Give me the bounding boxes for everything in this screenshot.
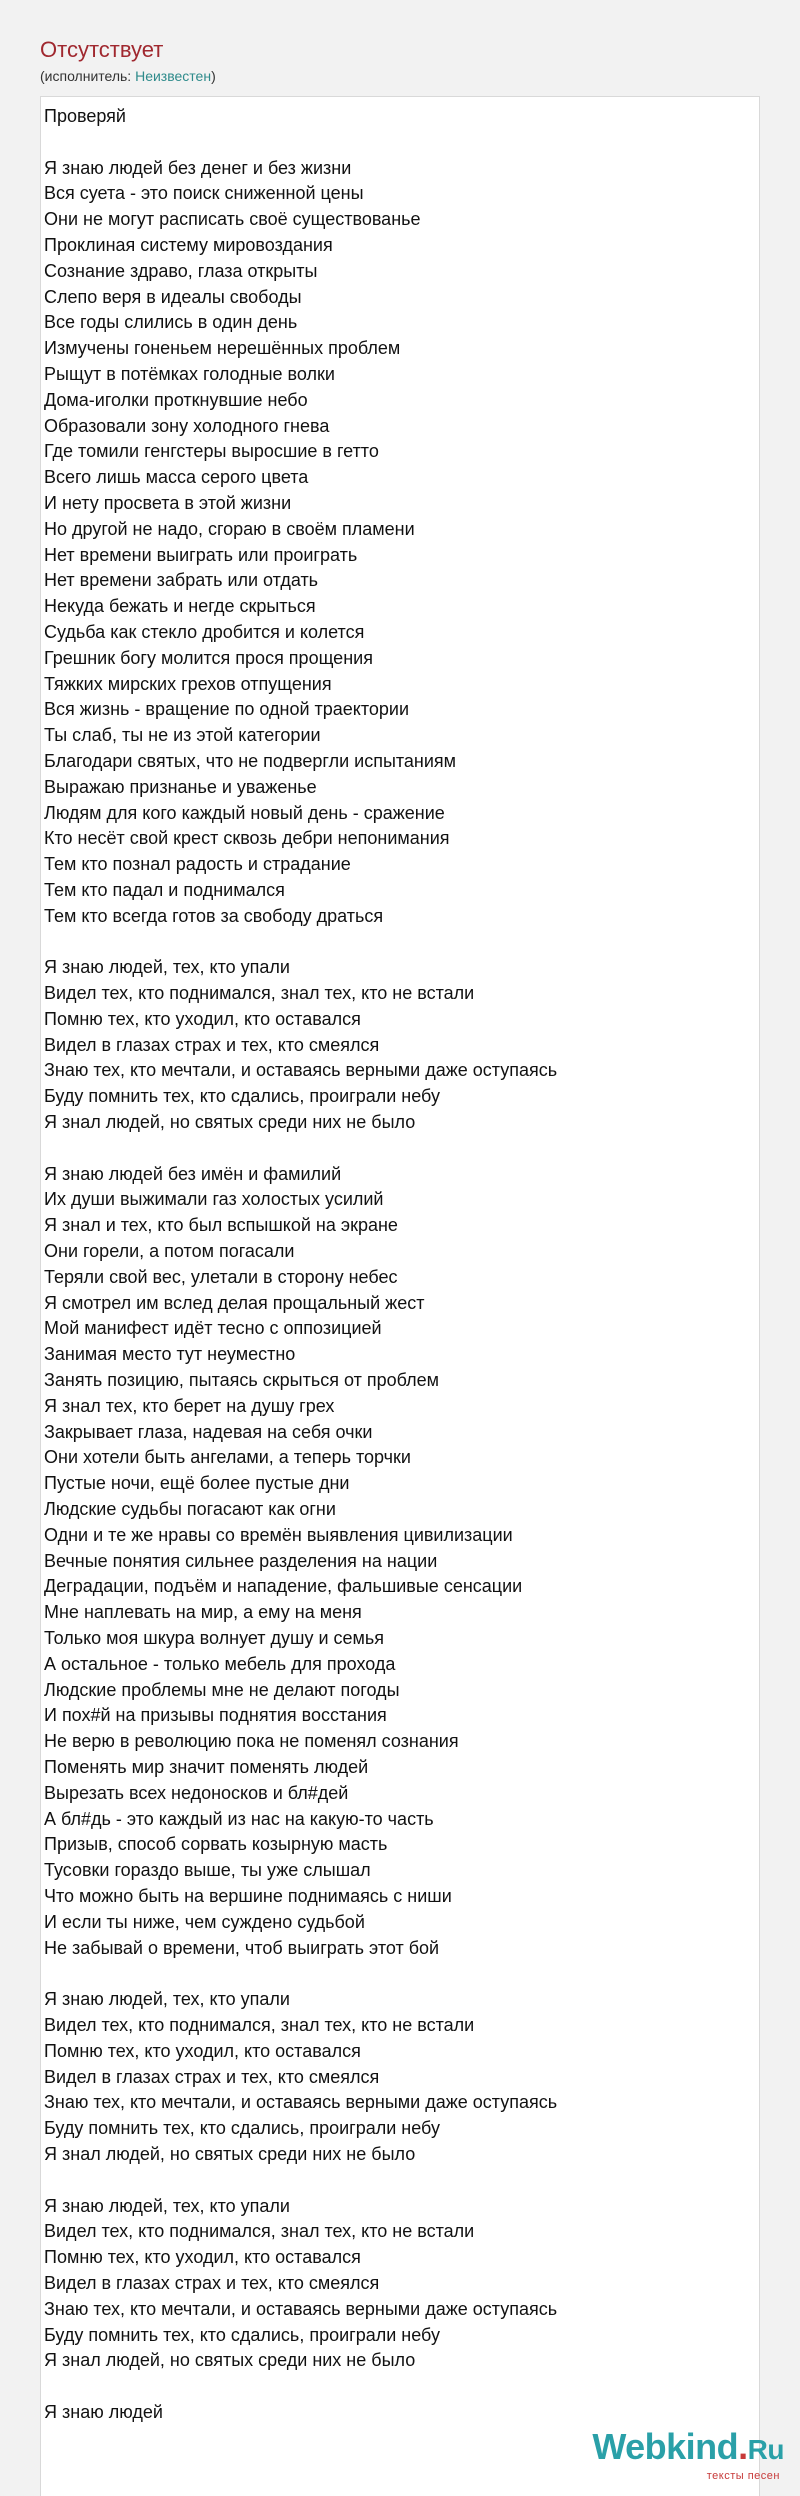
- lyric-line: И пох#й на призывы поднятия восстания: [44, 1705, 387, 1726]
- page-header: [40, 36, 760, 85]
- lyric-line: Теряли свой вес, улетали в сторону небес: [44, 1266, 398, 1287]
- lyric-line: А бл#дь - это каждый из нас на какую-то часть: [44, 1808, 434, 1829]
- logo-tld: Ru: [747, 2434, 784, 2465]
- subtitle-prefix: (исполнитель:: [40, 68, 136, 84]
- lyric-line: Людские проблемы мне не делают погоды: [44, 1679, 400, 1700]
- lyric-line: Я знал людей, но святых среди них не было: [44, 2143, 416, 2164]
- lyric-line: Видел тех, кто поднимался, знал тех, кто не встали: [44, 2221, 475, 2242]
- lyric-line: Видел тех, кто поднимался, знал тех, кто не встали: [44, 983, 475, 1004]
- lyric-line: Закрывает глаза, надевая на себя очки: [44, 1421, 373, 1442]
- lyric-line: Я знаю людей без денег и без жизни: [44, 157, 352, 178]
- lyric-line: Тем кто всегда готов за свободу драться: [44, 905, 384, 926]
- lyric-line: Я знаю людей без имён и фамилий: [44, 1163, 342, 1184]
- lyric-line: Я знаю людей, тех, кто упали: [44, 2195, 290, 2216]
- lyric-line: Нет времени выиграть или проиграть: [44, 544, 358, 565]
- lyric-line: [44, 1961, 704, 1987]
- lyric-line: Видел в глазах страх и тех, кто смеялся: [44, 2272, 380, 2293]
- lyric-line: Буду помнить тех, кто сдались, проиграли небу: [44, 2118, 440, 2139]
- lyric-line: [44, 2168, 704, 2194]
- lyric-line: Вся суета - это поиск сниженной цены: [44, 183, 364, 204]
- logo-dot: .: [738, 2426, 748, 2467]
- lyric-line: Вырезать всех недоносков и бл#дей: [44, 1782, 349, 1803]
- lyric-line: Не забывай о времени, чтоб выиграть этот бой: [44, 1937, 440, 1958]
- logo-tagline: тексты песен: [706, 2470, 780, 2482]
- lyric-line: Грешник богу молится прося прощения: [44, 647, 373, 668]
- lyric-line: Слепо веря в идеалы свободы: [44, 286, 302, 307]
- lyric-line: Пустые ночи, ещё более пустые дни: [44, 1473, 350, 1494]
- lyric-line: Благодари святых, что не подвергли испытаниям: [44, 750, 457, 771]
- lyric-line: Все годы слились в один день: [44, 312, 298, 333]
- lyric-line: Вечные понятия сильнее разделения на нации: [44, 1550, 438, 1571]
- lyric-line: Видел тех, кто поднимался, знал тех, кто не встали: [44, 2014, 475, 2035]
- lyric-line: Рыщут в потёмках голодные волки: [44, 363, 335, 384]
- lyric-line: Я знаю людей: [44, 2401, 163, 2422]
- song-subtitle: [40, 67, 760, 85]
- lyric-line: Помню тех, кто уходил, кто оставался: [44, 2040, 361, 2061]
- lyric-line: Я знаю людей, тех, кто упали: [44, 957, 290, 978]
- lyric-line: Что можно быть на вершине поднимаясь с ниши: [44, 1885, 452, 1906]
- lyric-line: Выражаю признанье и уваженье: [44, 776, 317, 797]
- lyric-line: Помню тех, кто уходил, кто оставался: [44, 1008, 361, 1029]
- lyric-line: Они горели, а потом погасали: [44, 1241, 295, 1262]
- lyric-line: Проверяй: [44, 106, 126, 126]
- lyric-line: И если ты ниже, чем суждено судьбой: [44, 1911, 365, 1932]
- lyric-line: Тяжких мирских грехов отпущения: [44, 673, 332, 694]
- lyric-line: Тем кто падал и поднимался: [44, 879, 285, 900]
- lyric-line: Буду помнить тех, кто сдались, проиграли небу: [44, 1086, 440, 1107]
- lyric-line: Одни и те же нравы со времён выявления цивилизации: [44, 1524, 513, 1545]
- lyric-line: Но другой не надо, сгораю в своём пламени: [44, 518, 415, 539]
- song-title: Отсутствует: [40, 37, 164, 62]
- lyric-line: Только моя шкура волнует душу и семья: [44, 1628, 385, 1649]
- lyric-line: Я знал людей, но святых среди них не было: [44, 2350, 416, 2371]
- lyric-line: Где томили генгстеры выросшие в гетто: [44, 441, 379, 462]
- lyric-line: [44, 1136, 704, 1162]
- lyric-line: Я знал тех, кто берет на душу грех: [44, 1395, 335, 1416]
- lyric-line: Я знал и тех, кто был вспышкой на экране: [44, 1215, 398, 1236]
- lyric-line: [44, 130, 704, 156]
- lyric-line: Буду помнить тех, кто сдались, проиграли небу: [44, 2324, 440, 2345]
- lyric-line: Сознание здраво, глаза открыты: [44, 260, 318, 281]
- lyric-line: И нету просвета в этой жизни: [44, 492, 292, 513]
- logo-wordmark: [592, 2426, 784, 2468]
- lyrics-text: [44, 104, 704, 2426]
- lyric-line: Мой манифест идёт тесно с оппозицией: [44, 1318, 382, 1339]
- lyric-line: [44, 2374, 704, 2400]
- lyric-line: Видел в глазах страх и тех, кто смеялся: [44, 1034, 380, 1055]
- lyric-line: Деградации, подъём и нападение, фальшивые сенсации: [44, 1576, 523, 1597]
- lyric-line: Вся жизнь - вращение по одной траектории: [44, 699, 410, 720]
- lyric-line: Нет времени забрать или отдать: [44, 570, 319, 591]
- lyric-line: Я знал людей, но святых среди них не было: [44, 1112, 416, 1133]
- lyric-line: Дома-иголки проткнувшие небо: [44, 389, 308, 410]
- lyric-line: Я смотрел им вслед делая прощальный жест: [44, 1292, 425, 1313]
- lyric-line: Знаю тех, кто мечтали, и оставаясь верными даже оступаясь: [44, 2298, 558, 2319]
- logo-name: Webkind: [592, 2426, 739, 2467]
- lyric-line: Видел в глазах страх и тех, кто смеялся: [44, 2066, 380, 2087]
- lyric-line: Не верю в революцию пока не поменял сознания: [44, 1731, 459, 1752]
- lyric-line: Знаю тех, кто мечтали, и оставаясь верными даже оступаясь: [44, 2092, 558, 2113]
- lyric-line: Проклиная систему мировоздания: [44, 234, 333, 255]
- artist-link[interactable]: Неизвестен: [135, 68, 212, 84]
- lyric-line: Мне наплевать на мир, а ему на меня: [44, 1602, 362, 1623]
- lyric-line: Их души выжимали газ холостых усилий: [44, 1189, 384, 1210]
- lyric-line: Людские судьбы погасают как огни: [44, 1499, 336, 1520]
- lyric-line: Призыв, способ сорвать козырную масть: [44, 1834, 388, 1855]
- subtitle-suffix: ): [211, 68, 216, 84]
- lyric-line: [44, 930, 704, 956]
- lyric-line: Тем кто познал радость и страдание: [44, 854, 351, 875]
- lyric-line: Некуда бежать и негде скрыться: [44, 596, 316, 617]
- lyric-line: Судьба как стекло дробится и колется: [44, 621, 365, 642]
- lyric-line: Занимая место тут неуместно: [44, 1344, 296, 1365]
- lyric-line: Кто несёт свой крест сквозь дебри непонимания: [44, 828, 450, 849]
- lyric-line: Образовали зону холодного гнева: [44, 415, 330, 436]
- lyric-line: Они не могут расписать своё существованье: [44, 209, 421, 230]
- lyric-line: Я знаю людей, тех, кто упали: [44, 1989, 290, 2010]
- lyric-line: Людям для кого каждый новый день - сражение: [44, 802, 445, 823]
- lyric-line: Они хотели быть ангелами, а теперь торчки: [44, 1447, 411, 1468]
- lyric-line: Знаю тех, кто мечтали, и оставаясь верными даже оступаясь: [44, 1060, 558, 1081]
- lyric-line: А остальное - только мебель для прохода: [44, 1653, 396, 1674]
- lyric-line: Измучены гоненьем нерешённых проблем: [44, 338, 401, 359]
- site-logo[interactable]: [592, 2426, 784, 2482]
- lyric-line: Ты слаб, ты не из этой категории: [44, 725, 321, 746]
- lyric-line: Всего лишь масса серого цвета: [44, 467, 309, 488]
- lyric-line: Тусовки гораздо выше, ты уже слышал: [44, 1860, 371, 1881]
- lyric-line: Поменять мир значит поменять людей: [44, 1757, 369, 1777]
- lyric-line: Занять позицию, пытаясь скрыться от проблем: [44, 1370, 439, 1391]
- lyric-line: Помню тех, кто уходил, кто оставался: [44, 2247, 361, 2268]
